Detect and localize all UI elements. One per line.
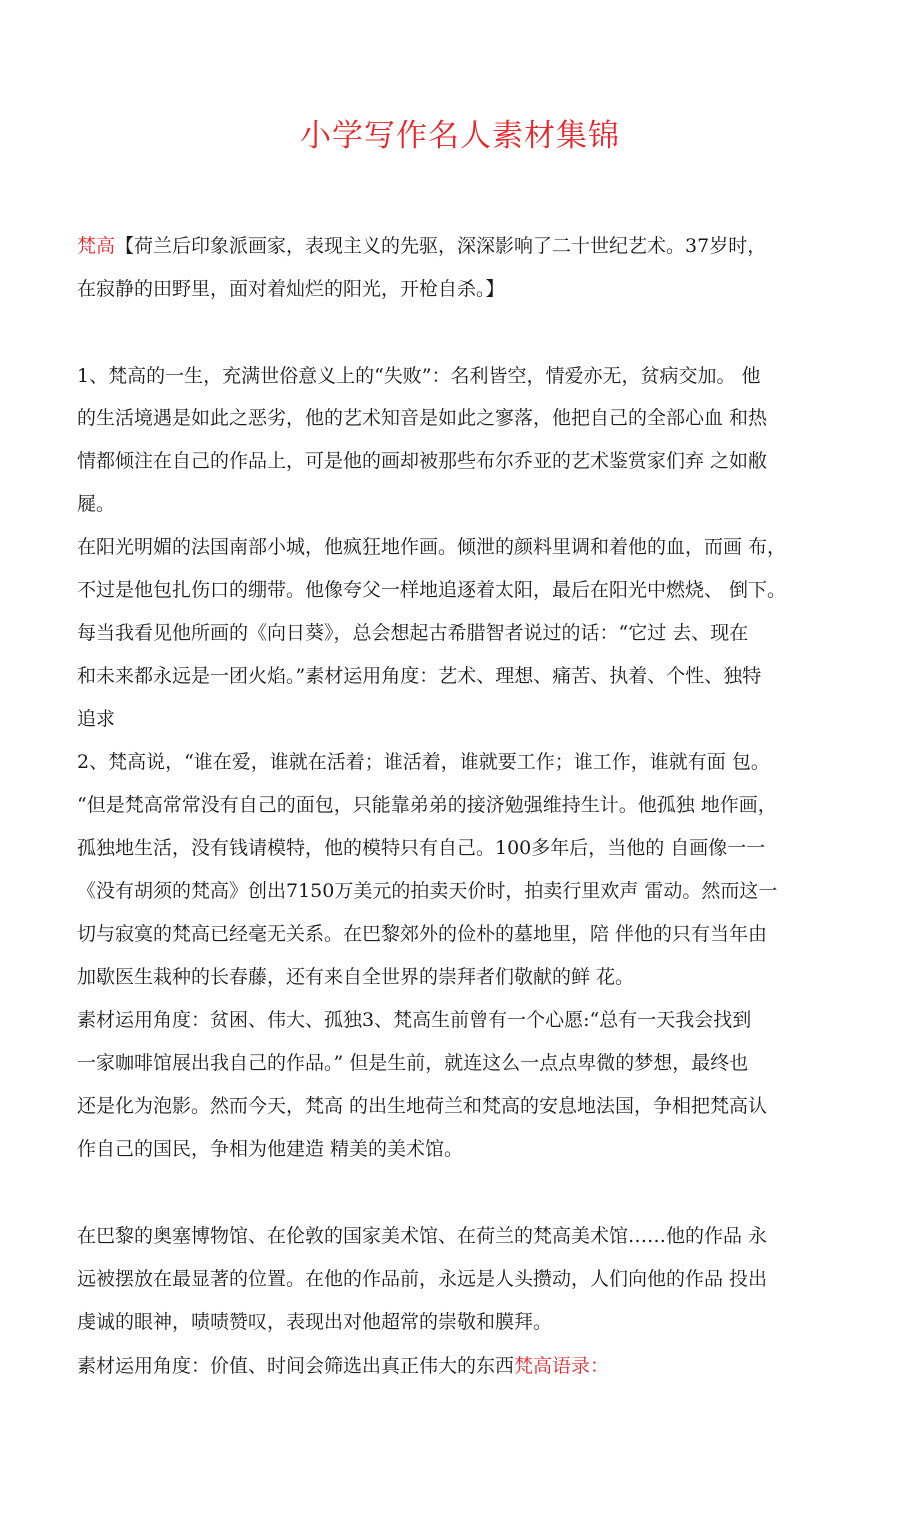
text-line: 虔诚的眼神，啧啧赞叹，表现出对他超常的崇敬和膜拜。 [77, 1311, 553, 1333]
text-line: 情都倾注在自己的作品上，可是他的画却被那些布尔乔亚的艺术鉴赏家们弃 之如敝 [77, 450, 768, 472]
text-line: 不过是他包扎伤口的绷带。他像夸父一样地追逐着太阳，最后在阳光中燃烧、 倒下。 [77, 579, 787, 601]
text-line: 的生活境遇是如此之恶劣，他的艺术知音是如此之寥落，他把自己的全部心血 和热 [77, 407, 768, 429]
text-line: 追求 [77, 708, 116, 730]
text-line: 远被摆放在最显著的位置。在他的作品前，永远是人头攒动，人们向他的作品 投出 [77, 1268, 768, 1290]
text-line: 2、梵高说，“谁在爱，谁就在活着；谁活着，谁就要工作；谁工作，谁就有面 包。 [77, 751, 770, 773]
text-line: 和未来都永远是一团火焰。”素材运用角度：艺术、理想、痛苦、执着、个性、独特 [77, 665, 762, 687]
text-line: 还是化为泡影。然而今天，梵高 的出生地荷兰和梵高的安息地法国，争相把梵高认 [77, 1095, 768, 1117]
intro-line-1 [77, 232, 847, 260]
page-title: 小学写作名人素材集锦 [300, 118, 620, 154]
quotes-heading: 梵高语录： [514, 1355, 610, 1377]
last-line [77, 1352, 847, 1380]
text-line: 每当我看见他所画的《向日葵》，总会想起古希腊智者说过的话：“它过 去、现在 [77, 622, 749, 644]
text-line: 切与寂寞的梵高已经毫无关系。在巴黎郊外的俭朴的墓地里，陪 伴他的只有当年由 [77, 923, 768, 945]
intro-line-2: 在寂静的田野里，面对着灿烂的阳光，开枪自杀。】 [77, 278, 505, 300]
text-line: 孤独地生活，没有钱请模特，他的模特只有自己。100多年后，当他的 自画像一一 [77, 837, 766, 859]
intro-name: 梵高 [77, 235, 116, 257]
text-line: 1、梵高的一生，充满世俗意义上的“失败”：名利皆空，情爱亦无，贫病交加。 他 [77, 365, 761, 387]
text-line: 加歇医生栽种的长春藤，还有来自全世界的崇拜者们敬献的鲜 花。 [77, 966, 635, 988]
text-line: 在阳光明媚的法国南部小城，他疯狂地作画。倾泄的颜料里调和着他的血，而画 布， [77, 536, 787, 558]
intro-text: 【荷兰后印象派画家，表现主义的先驱，深深影响了二十世纪艺术。37岁时， [115, 235, 767, 257]
text-line: 《没有胡须的梵高》创出7150万美元的拍卖天价时，拍卖行里欢声 雷动。然而这一 [77, 880, 778, 902]
text-line: 在巴黎的奥塞博物馆、在伦敦的国家美术馆、在荷兰的梵高美术馆……他的作品 永 [77, 1225, 768, 1247]
text-line: “但是梵高常常没有自己的面包，只能靠弟弟的接济勉强维持生计。他孤独 地作画， [77, 794, 777, 816]
text-line: 一家咖啡馆展出我自己的作品。” 但是生前，就连这么一点点卑微的梦想，最终也 [77, 1052, 749, 1074]
text-line: 屣。 [77, 493, 116, 515]
text-line: 素材运用角度：贫困、伟大、孤独3、梵高生前曾有一个心愿:“总有一天我会找到 [77, 1009, 752, 1031]
usage-text: 素材运用角度：价值、时间会筛选出真正伟大的东西 [77, 1355, 515, 1377]
text-line: 作自己的国民，争相为他建造 精美的美术馆。 [77, 1138, 464, 1160]
